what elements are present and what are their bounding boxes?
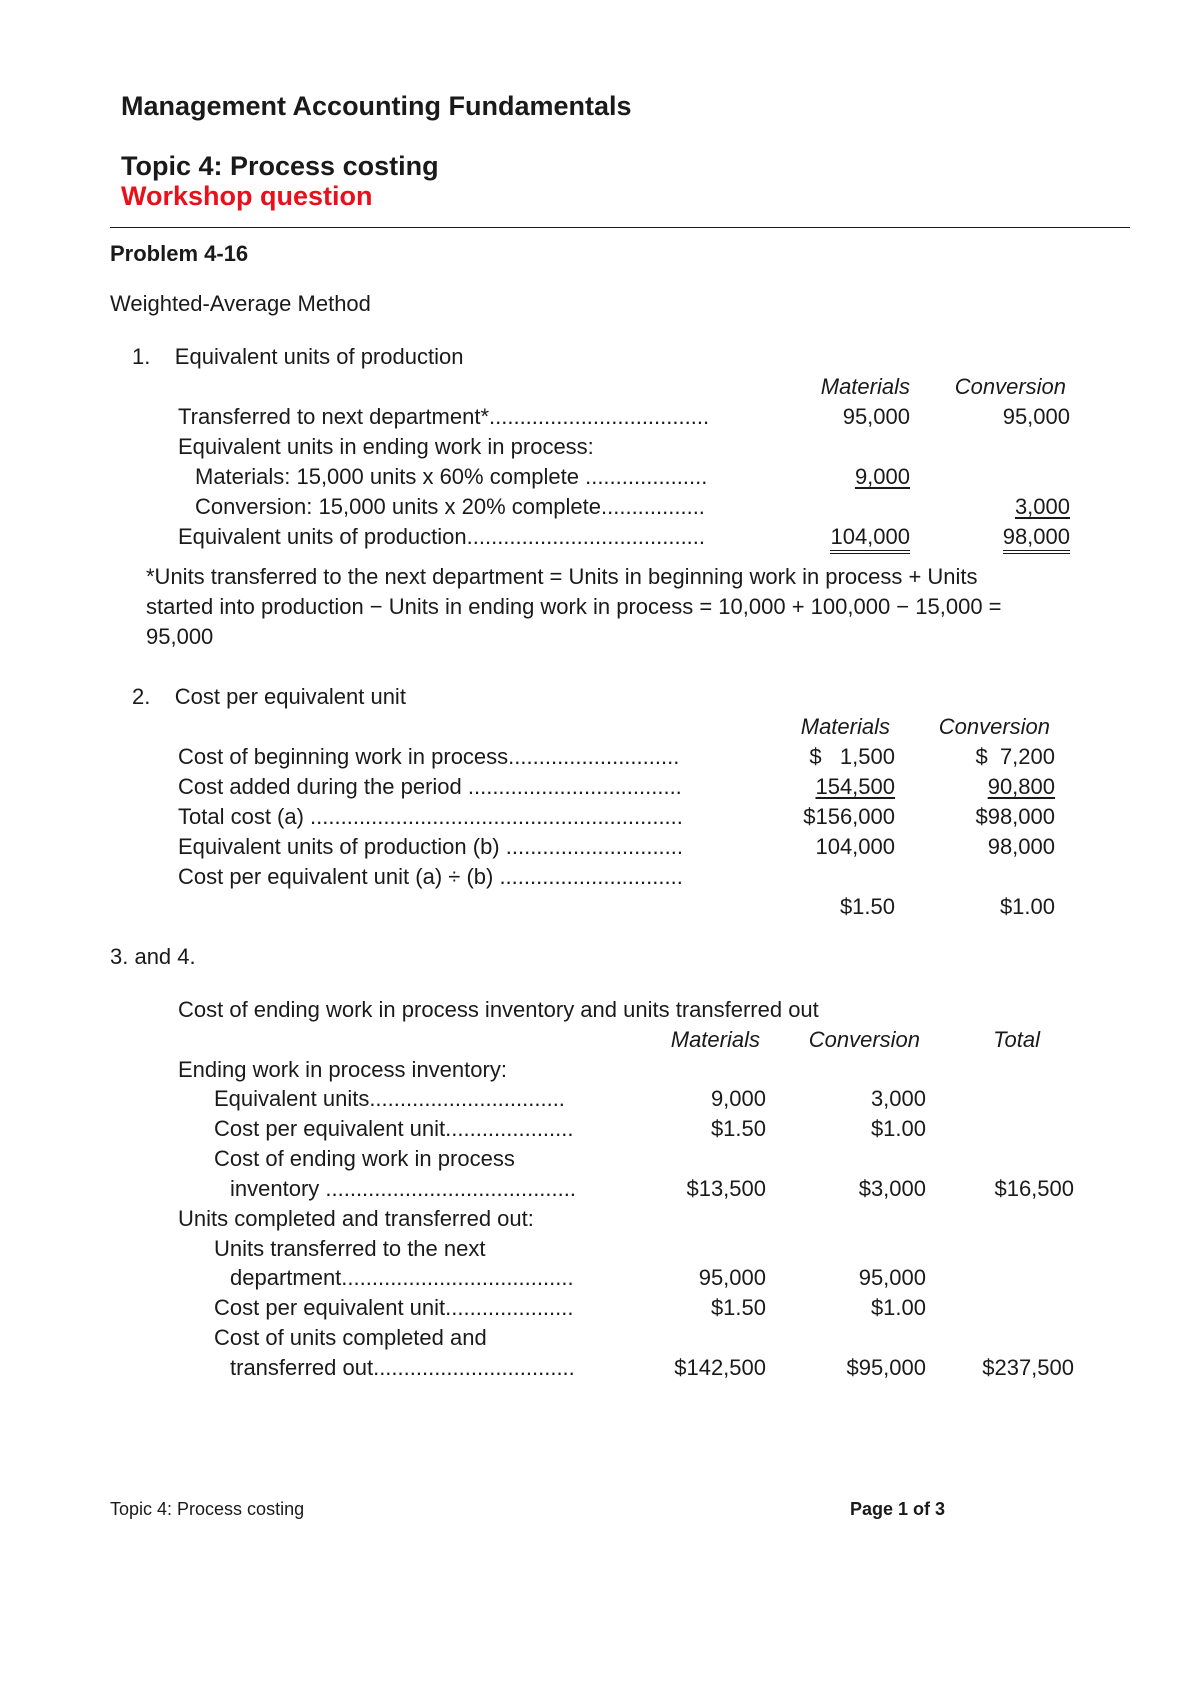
cell-value: $1.00 <box>870 1295 926 1320</box>
footnote-line: 95,000 <box>146 624 214 649</box>
col-header-conversion: Conversion <box>938 714 1050 739</box>
row-label: Equivalent units of production (b) ............................. <box>178 834 684 859</box>
row-label: Equivalent units in ending work in process: <box>178 434 594 459</box>
cell-value: 98,000 <box>987 834 1055 859</box>
cell-value: $16,500 <box>994 1176 1074 1201</box>
col-header-conversion: Conversion <box>808 1027 920 1052</box>
underlined-value: 90,800 <box>987 774 1055 799</box>
topic-title: Topic 4: Process costing <box>121 151 439 181</box>
cell-value: $1.50 <box>710 1116 766 1141</box>
cell-value: $ 1,500 <box>809 744 895 769</box>
row-label: Cost per equivalent unit..................... <box>214 1295 574 1320</box>
header-rule <box>110 227 1130 228</box>
cell-value-total <box>910 526 1070 548</box>
row-label: Units transferred to the next <box>214 1236 486 1261</box>
page-number: Page 1 of 3 <box>850 1499 946 1519</box>
row-label: Cost of beginning work in process............................ <box>178 744 680 769</box>
section-1-title: 1. Equivalent units of production <box>132 344 464 369</box>
cell-value: $3,000 <box>858 1176 926 1201</box>
cell-value: $1.00 <box>999 894 1055 919</box>
col-header-total: Total <box>993 1027 1040 1052</box>
group-label: Ending work in process inventory: <box>178 1057 507 1082</box>
row-label: Cost added during the period ................................... <box>178 774 682 799</box>
cell-value: $98,000 <box>975 804 1055 829</box>
cell-value: 95,000 <box>698 1265 766 1290</box>
cell-value-underlined <box>760 466 910 488</box>
double-underlined-value: 98,000 <box>1003 524 1070 554</box>
section-3-heading: 3. and 4. <box>110 944 196 969</box>
row-label: inventory ......................................... <box>230 1176 576 1201</box>
group-label: Units completed and transferred out: <box>178 1206 534 1231</box>
cell-value: 104,000 <box>815 834 895 859</box>
cell-value: 95,000 <box>858 1265 926 1290</box>
row-label: Conversion: 15,000 units x 20% complete................. <box>195 494 705 519</box>
cell-value: $1.00 <box>870 1116 926 1141</box>
underlined-value: 3,000 <box>1014 494 1070 519</box>
col-header-materials: Materials <box>820 374 910 399</box>
row-label: Cost per equivalent unit (a) ÷ (b) .............................. <box>178 864 683 889</box>
cell-value: $13,500 <box>686 1176 766 1201</box>
cell-value-total <box>760 526 910 548</box>
underlined-value: 154,500 <box>815 774 895 799</box>
cell-value: 9,000 <box>710 1086 766 1111</box>
cell-value-underlined <box>895 776 1055 798</box>
col-header-materials: Materials <box>800 714 890 739</box>
cell-value: $237,500 <box>982 1355 1074 1380</box>
cell-value: 3,000 <box>870 1086 926 1111</box>
row-label: Cost per equivalent unit..................... <box>214 1116 574 1141</box>
footnote-line: *Units transferred to the next department = Units in beginning work in process + Units <box>146 564 978 589</box>
row-label: Transferred to next department*.................................... <box>178 404 710 429</box>
row-label: Materials: 15,000 units x 60% complete .................... <box>195 464 708 489</box>
method-heading: Weighted-Average Method <box>110 291 371 316</box>
row-label: Cost of ending work in process <box>214 1146 515 1171</box>
cell-value: 95,000 <box>1002 404 1070 429</box>
row-label: Total cost (a) ............................................................. <box>178 804 683 829</box>
col-header-conversion: Conversion <box>954 374 1066 399</box>
cell-value: $ 7,200 <box>975 744 1055 769</box>
row-label: Equivalent units................................ <box>214 1086 565 1111</box>
course-title: Management Accounting Fundamentals <box>121 91 632 121</box>
underlined-value: 9,000 <box>854 464 910 489</box>
footer-left: Topic 4: Process costing <box>110 1499 305 1519</box>
cell-value: $1.50 <box>839 894 895 919</box>
cell-value: $142,500 <box>674 1355 766 1380</box>
cell-value: 95,000 <box>842 404 910 429</box>
section-2-title: 2. Cost per equivalent unit <box>132 684 406 709</box>
col-header-materials: Materials <box>670 1027 760 1052</box>
row-label: Equivalent units of production....................................... <box>178 524 706 549</box>
section-3-title: Cost of ending work in process inventory and units transferred out <box>178 997 819 1022</box>
cell-value: $1.50 <box>710 1295 766 1320</box>
footnote-line: started into production − Units in ending work in process = 10,000 + 100,000 − 15,000 = <box>146 594 1002 619</box>
row-label: Cost of units completed and <box>214 1325 487 1350</box>
workshop-subtitle: Workshop question <box>121 181 373 211</box>
cell-value-underlined <box>740 776 895 798</box>
cell-value: $95,000 <box>846 1355 926 1380</box>
row-label: department...................................... <box>230 1265 574 1290</box>
row-label: transferred out................................. <box>230 1355 575 1380</box>
double-underlined-value: 104,000 <box>830 524 910 554</box>
cell-value-underlined <box>910 496 1070 518</box>
problem-heading: Problem 4-16 <box>110 241 249 266</box>
cell-value: $156,000 <box>803 804 895 829</box>
